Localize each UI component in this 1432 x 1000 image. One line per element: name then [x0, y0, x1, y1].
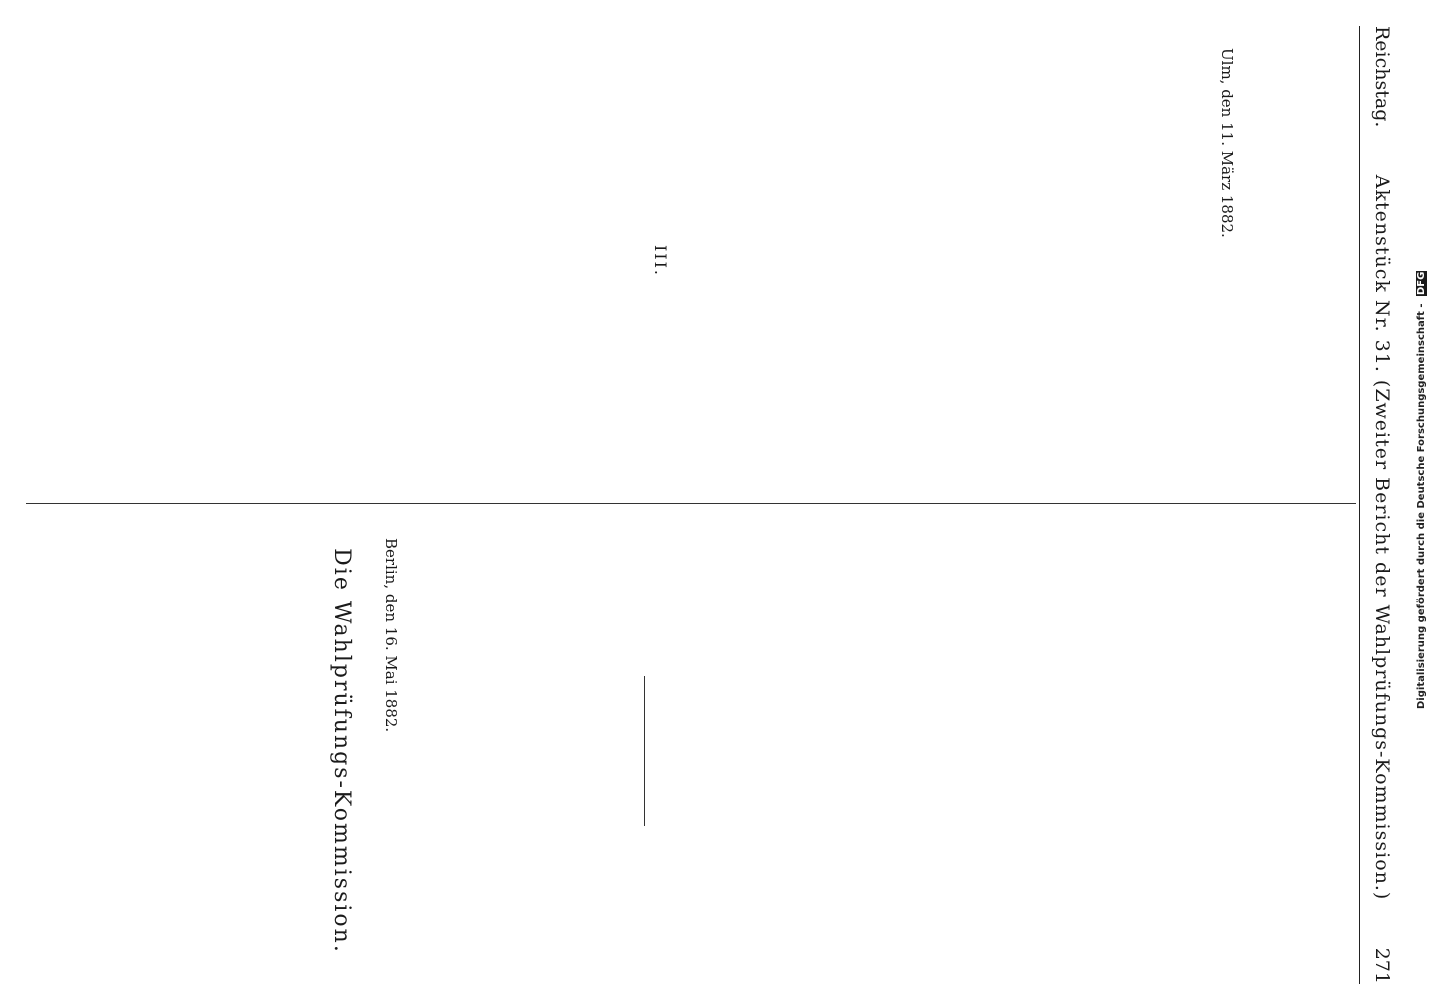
header-center: Aktenstück Nr. 31. (Zweiter Bericht der Wahlprüfungs-Kommission.): [1371, 174, 1393, 901]
paragraph: [661, 516, 769, 986]
member-list: [203, 516, 311, 986]
signoff-line: [827, 516, 854, 986]
paragraph: [912, 516, 1020, 986]
paragraph: [301, 26, 355, 496]
paragraph: [529, 26, 637, 496]
section-rule: [644, 676, 645, 826]
column-divider: [26, 503, 1356, 504]
digitization-credit: [1416, 40, 1430, 940]
paragraph: [359, 26, 413, 496]
paragraph: [1024, 516, 1186, 986]
dfg-logo: DFG: [1416, 271, 1427, 296]
paragraph: [970, 26, 1132, 496]
signoff-line: [881, 516, 908, 986]
running-header: [1362, 26, 1402, 984]
signoff-line: [854, 516, 881, 986]
page-number: 271: [1371, 947, 1393, 984]
paragraph: [520, 516, 628, 986]
paragraph: [773, 516, 827, 986]
paragraph: [1190, 516, 1352, 986]
header-left: Reichstag.: [1371, 26, 1393, 128]
signoff-name: [1132, 26, 1159, 496]
header-rule: [1359, 26, 1360, 984]
signoff-title: [1159, 26, 1186, 496]
signoff-note: [1186, 48, 1213, 496]
commission-heading: Die Wahlprüfungs-Kommission.: [329, 548, 354, 954]
list-item: [406, 562, 460, 986]
section-numeral: III.: [651, 244, 670, 278]
credit-text: Digitalisierung gefördert durch die Deutsche Forschungsgemeinschaft -: [1416, 303, 1427, 710]
paragraph: [804, 26, 966, 496]
signoff-place-date: Ulm, den 11. März 1882.: [1218, 48, 1236, 238]
right-column: [199, 516, 1352, 986]
paragraph: [692, 26, 800, 496]
paragraph: [1244, 26, 1352, 496]
list-item: [462, 562, 516, 986]
left-column: [185, 26, 1352, 496]
date-line: Berlin, den 16. Mai 1882.: [382, 538, 400, 733]
paragraph: [189, 26, 297, 496]
paragraph: [417, 26, 525, 496]
